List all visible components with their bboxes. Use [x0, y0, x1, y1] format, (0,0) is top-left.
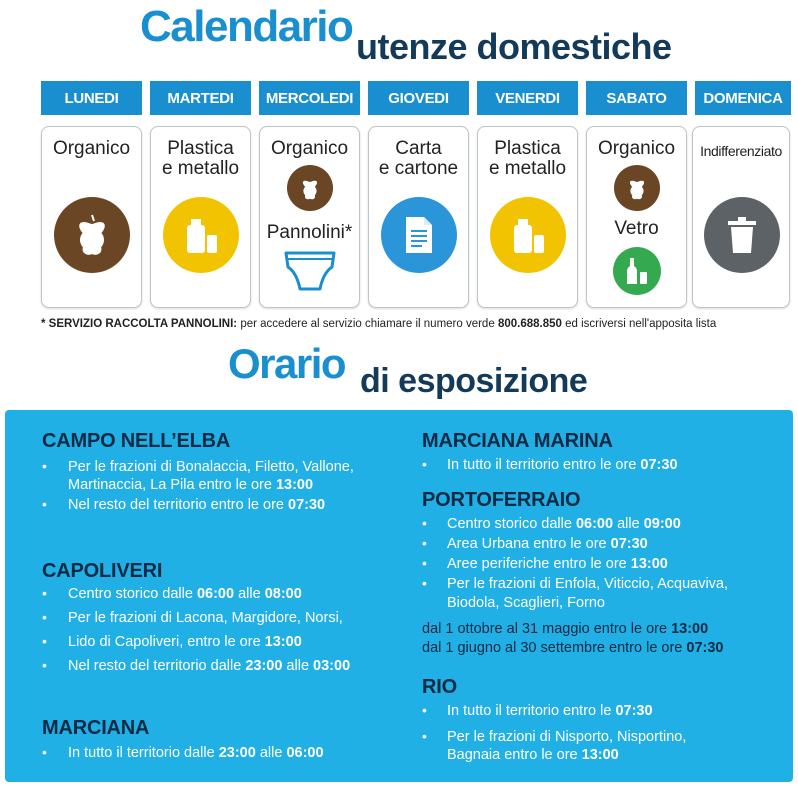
day-header-wednesday: MERCOLEDI — [259, 81, 360, 115]
item-text: Area Urbana entro le ore — [447, 536, 611, 552]
day-header-row — [41, 81, 791, 115]
item-time: 07:30 — [640, 457, 678, 473]
bullet-icon: • — [422, 456, 427, 472]
card-label: Plastica — [167, 138, 234, 159]
item-text: Per le frazioni di Nisporto, Nisportino, — [447, 729, 687, 745]
plastic-bottle-icon — [163, 197, 239, 273]
item-time: 23:00 — [245, 658, 283, 674]
schedule-item — [68, 633, 302, 651]
diaper-service-note — [41, 318, 716, 330]
subtitle-sub-words: di esposizione — [360, 362, 588, 400]
item-time: 08:00 — [264, 586, 302, 602]
trash-bin-icon — [704, 197, 780, 273]
item-text: Per le frazioni di Enfola, Viticcio, Acquaviva, — [447, 576, 729, 592]
schedule-item — [447, 702, 653, 720]
item-time: 23:00 — [218, 745, 256, 761]
schedule-item — [68, 458, 354, 476]
bullet-icon: • — [422, 702, 427, 718]
item-time: 06:00 — [575, 516, 614, 532]
item-time: 06:00 — [286, 745, 324, 761]
item-text: alle — [234, 586, 265, 602]
item-text: Biodola, Scaglieri, Forno — [447, 595, 605, 611]
schedule-item — [447, 728, 686, 746]
schedule-item — [68, 585, 302, 603]
bullet-icon: • — [42, 657, 47, 673]
item-time: 06:00 — [196, 586, 235, 602]
item-text: alle — [282, 658, 314, 674]
schedule-item — [447, 575, 728, 593]
item-text: Centro storico dalle — [68, 586, 197, 602]
card-label: Carta — [395, 138, 442, 159]
bullet-icon: • — [422, 515, 427, 531]
day-card-tuesday — [150, 126, 251, 308]
item-text: In tutto il territorio dalle — [68, 745, 219, 761]
item-text: Aree periferiche entro le ore — [447, 556, 631, 572]
item-text: In tutto il territorio entro le ore — [447, 457, 641, 473]
bullet-icon: • — [42, 609, 47, 625]
bullet-icon: • — [42, 496, 47, 512]
card-label-line2: e metallo — [161, 158, 240, 179]
city-heading: CAPOLIVERI — [42, 560, 163, 582]
paper-document-icon — [381, 197, 457, 273]
card-label: Organico — [270, 138, 349, 159]
day-header-saturday: SABATO — [586, 81, 687, 115]
item-time: 13:00 — [581, 747, 619, 763]
card-label-extra: Vetro — [614, 218, 659, 239]
title-sub-words: utenze domestiche — [356, 26, 672, 67]
note-text: per accedere al servizio chiamare il numero verde — [237, 318, 498, 330]
note-text-end: ed iscriversi nell'apposita lista — [561, 318, 717, 330]
schedule-item — [447, 746, 619, 764]
item-time: 13:00 — [630, 556, 668, 572]
day-card-monday — [41, 126, 142, 308]
item-text: Lido di Capoliveri, entro le ore — [68, 634, 265, 650]
bullet-icon: • — [42, 458, 47, 474]
item-time: 07:30 — [686, 640, 724, 656]
city-heading: MARCIANA MARINA — [422, 430, 613, 452]
item-time: 07:30 — [610, 536, 648, 552]
card-label-line2: e metallo — [488, 158, 567, 179]
item-text: Martinaccia, La Pila entro le ore — [68, 477, 276, 493]
schedule-item — [447, 535, 648, 553]
schedule-item — [68, 744, 324, 762]
city-heading: CAMPO NELL’ELBA — [42, 430, 231, 452]
note-phone-number: 800.688.850 — [497, 318, 562, 330]
schedule-item — [447, 555, 668, 573]
day-card-saturday — [586, 126, 687, 308]
card-label: Organico — [52, 138, 131, 159]
period-note — [422, 640, 724, 656]
day-header-tuesday: MARTEDI — [150, 81, 251, 115]
item-time: 13:00 — [275, 477, 314, 493]
page-title — [0, 0, 798, 72]
item-text: Per le frazioni di Lacona, Margidore, Norsi, — [68, 610, 343, 626]
bullet-icon: • — [42, 585, 47, 601]
bullet-icon: • — [422, 555, 427, 571]
plastic-bottle-icon — [490, 197, 566, 273]
item-time: 13:00 — [671, 621, 709, 637]
item-time: 07:30 — [288, 497, 326, 513]
item-text: Per le frazioni di Bonalaccia, Filetto, Vallone, — [68, 459, 354, 475]
period-note — [422, 621, 708, 637]
item-time: 03:00 — [313, 658, 351, 674]
day-card-friday — [477, 126, 578, 308]
card-label-line2: e cartone — [378, 158, 459, 179]
organico-icon — [614, 165, 660, 211]
schedule-item — [447, 456, 678, 474]
note-label: * SERVIZIO RACCOLTA PANNOLINI: — [41, 318, 238, 330]
title-main-word: Calendario — [140, 2, 353, 51]
schedule-item — [68, 609, 343, 627]
day-header-monday: LUNEDI — [41, 81, 142, 115]
bullet-icon: • — [42, 744, 47, 760]
organico-icon — [54, 197, 130, 273]
item-text: alle — [613, 516, 644, 532]
organico-icon — [287, 165, 333, 211]
diaper-icon — [282, 247, 338, 293]
day-header-friday: VENERDI — [477, 81, 578, 115]
bullet-icon: • — [422, 575, 427, 591]
bullet-icon: • — [422, 535, 427, 551]
day-card-thursday — [368, 126, 469, 308]
schedule-item — [447, 594, 605, 612]
item-text: Nel resto del territorio dalle — [68, 658, 246, 674]
card-label: Indifferenziato — [700, 143, 782, 159]
bullet-icon: • — [422, 728, 427, 744]
item-text: dal 1 ottobre al 31 maggio entro le ore — [422, 621, 672, 637]
item-text: Centro storico dalle — [447, 516, 576, 532]
item-text: In tutto il territorio entro le — [447, 703, 616, 719]
item-text: dal 1 giugno al 30 settembre entro le ore — [422, 640, 687, 656]
schedule-item — [68, 476, 313, 494]
schedule-item — [68, 496, 325, 514]
schedule-panel — [5, 410, 793, 782]
city-heading: RIO — [422, 676, 457, 698]
day-header-sunday: DOMENICA — [695, 81, 791, 115]
day-card-sunday — [692, 126, 790, 308]
day-header-thursday: GIOVEDI — [368, 81, 469, 115]
item-text: Bagnaia entro le ore — [447, 747, 582, 763]
city-heading: MARCIANA — [42, 717, 150, 739]
schedule-item — [68, 657, 350, 675]
schedule-item — [447, 515, 681, 533]
card-label-extra: Pannolini* — [266, 222, 353, 243]
subtitle-main-word: Orario — [228, 340, 346, 387]
glass-bottle-icon — [613, 247, 661, 295]
item-time: 07:30 — [615, 703, 653, 719]
day-card-wednesday — [259, 126, 360, 308]
card-label: Organico — [597, 138, 676, 159]
card-label: Plastica — [494, 138, 561, 159]
item-time: 13:00 — [264, 634, 302, 650]
item-time: 09:00 — [643, 516, 681, 532]
bullet-icon: • — [42, 633, 47, 649]
item-text: alle — [255, 745, 287, 761]
city-heading: PORTOFERRAIO — [422, 489, 581, 511]
item-text: Nel resto del territorio entro le ore — [68, 497, 289, 513]
